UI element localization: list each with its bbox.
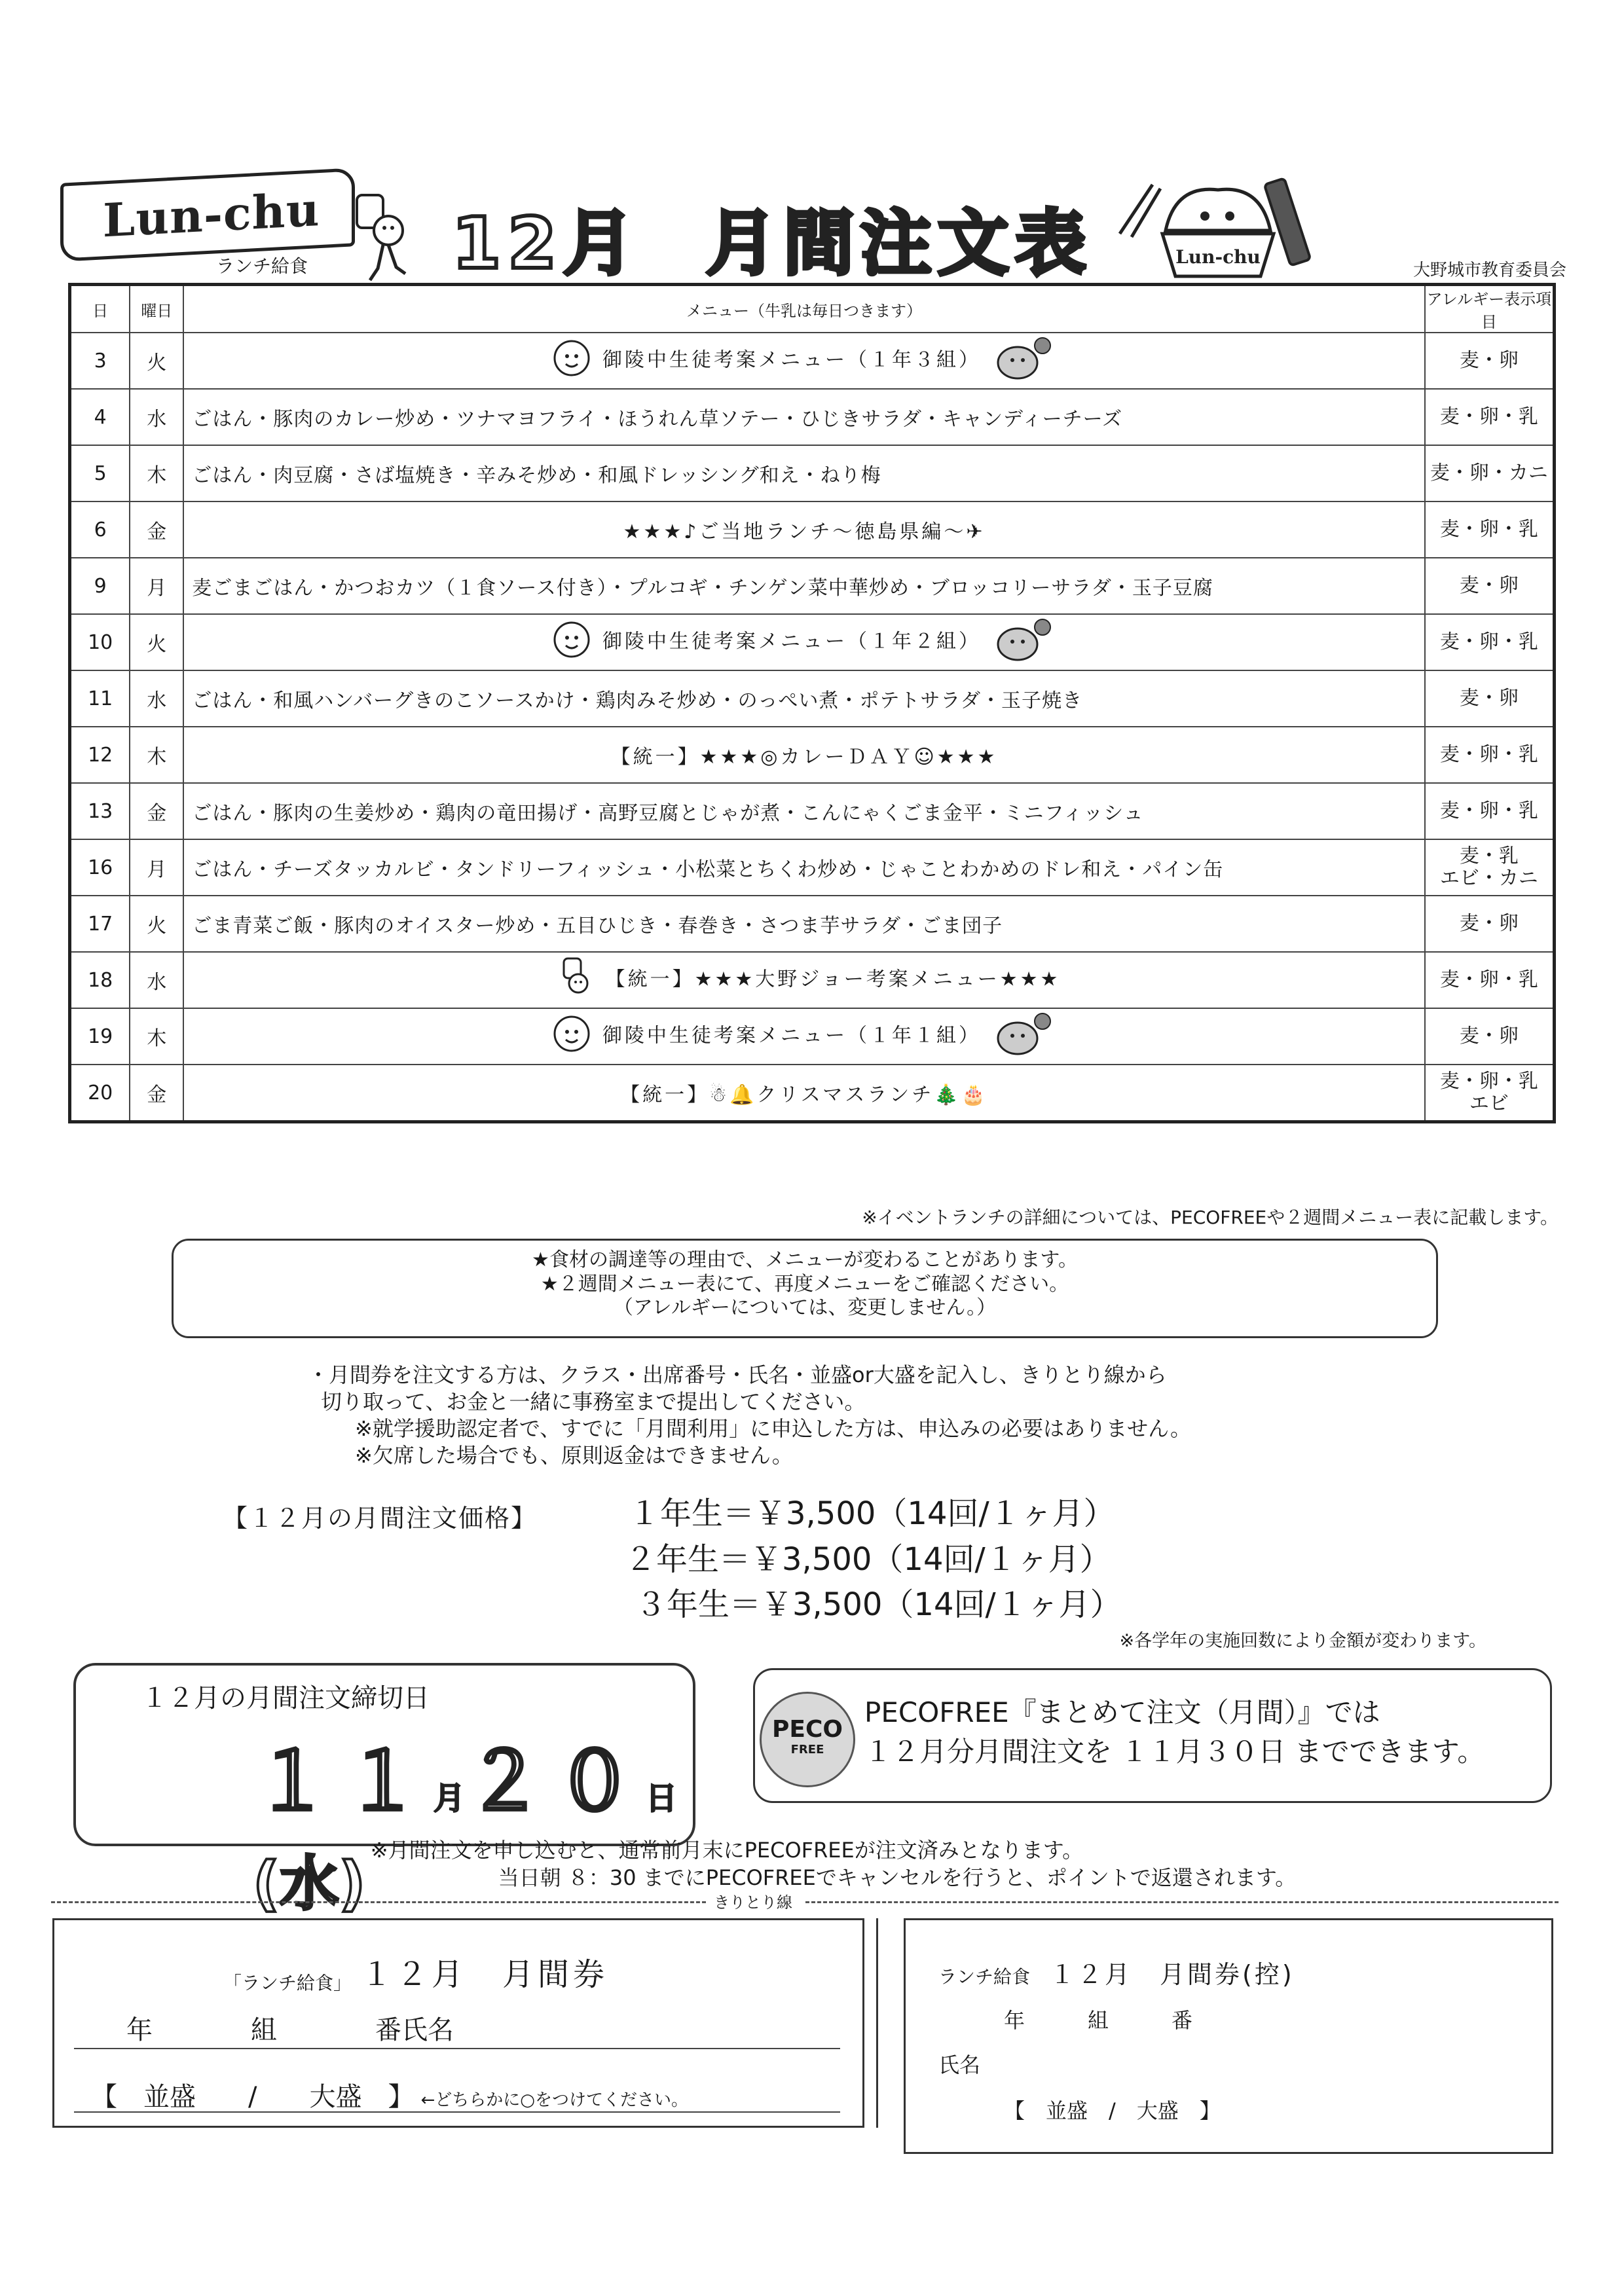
flower-mascot-icon [991, 1011, 1057, 1062]
allergy-line: 麦・卵 [1459, 686, 1519, 710]
allergy-line: エビ [1469, 1092, 1509, 1115]
ticket-copy-title [938, 1954, 1295, 1990]
row-day: 12 [70, 727, 130, 783]
price-item: ３年生＝￥3,500（14回/１ヶ月） [635, 1586, 1122, 1624]
monthly-ticket [52, 1918, 864, 2128]
row-allergy [1425, 783, 1555, 839]
mascot-running-icon [350, 190, 413, 285]
page-title [452, 187, 1158, 288]
row-allergy [1425, 501, 1555, 558]
row-menu [183, 1008, 1425, 1065]
row-allergy [1425, 333, 1555, 389]
row-day: 19 [70, 1008, 130, 1065]
menu-text: ★★★♪ご当地ランチ～徳島県編～✈ [623, 520, 986, 543]
ticket-copy-name: 氏名 [938, 2052, 981, 2077]
price-item: ２年生＝￥3,500（14回/１ヶ月） [625, 1540, 1111, 1578]
row-weekday: 金 [130, 783, 183, 839]
row-allergy [1425, 952, 1555, 1008]
allergy-line: 麦・卵・乳 [1439, 517, 1538, 541]
allergy-line: 麦・卵・乳 [1439, 799, 1538, 822]
row-weekday: 金 [130, 501, 183, 558]
notice-box [172, 1239, 1438, 1338]
row-day: 13 [70, 783, 130, 839]
cut-line [51, 1901, 706, 1903]
row-menu [183, 896, 1425, 952]
ticket-copy-prefix: ランチ給食 [938, 1966, 1031, 1988]
rice-bowl-mascot-icon [1113, 172, 1323, 289]
price-note: ※各学年の実施回数により金額が変わります。 [1119, 1631, 1486, 1651]
mascot-icon [559, 956, 595, 1004]
allergy-line: 麦・卵 [1459, 348, 1519, 372]
row-allergy [1425, 1008, 1555, 1065]
row-allergy [1425, 1065, 1555, 1122]
row-menu [183, 614, 1425, 670]
allergy-line: 麦・卵・乳 [1439, 1069, 1538, 1093]
face-icon [551, 1013, 592, 1059]
menu-text: 御陵中生徒考案メニュー（１年２組） [602, 630, 982, 653]
menu-row [70, 333, 1555, 389]
peco-badge-sub: FREE [790, 1743, 824, 1757]
deadline-box [73, 1663, 695, 1918]
label-nen: 年 [126, 2015, 153, 2045]
menu-text: ごはん・和風ハンバーグきのこソースかけ・鶏肉みそ炒め・のっぺい煮・ポテトサラダ・玉子焼き [192, 689, 1083, 712]
row-allergy [1425, 445, 1555, 501]
header-allergy: アレルギー表示項目 [1425, 285, 1555, 333]
ticket-copy-class-row: 年 組 番 [1004, 2008, 1193, 2033]
deadline-date [253, 1719, 693, 1923]
row-allergy [1425, 558, 1555, 614]
row-weekday: 火 [130, 896, 183, 952]
organization: 大野城市教育委員会 [1413, 261, 1567, 280]
row-allergy [1425, 614, 1555, 670]
menu-row [70, 952, 1555, 1008]
ticket-copy-size[interactable]: 【 並盛 / 大盛 】 [1004, 2098, 1221, 2123]
row-day: 9 [70, 558, 130, 614]
menu-row [70, 614, 1555, 670]
ticket-copy-title-text: １２月 月間券(控) [1050, 1960, 1295, 1989]
menu-text: ごま青菜ご飯・豚肉のオイスター炒め・五目ひじき・春巻き・さつま芋サラダ・ごま団子 [192, 915, 1003, 938]
pecofree-badge-icon [760, 1692, 855, 1787]
row-weekday: 火 [130, 333, 183, 389]
ticket-size-row [91, 2076, 688, 2113]
allergy-line: 麦・卵 [1459, 1024, 1519, 1048]
menu-table [68, 283, 1556, 1123]
header-dow: 曜日 [130, 285, 183, 333]
header-day: 日 [70, 285, 130, 333]
size-hint: ←どちらかに○をつけてください。 [420, 2090, 688, 2110]
allergy-line: 麦・卵・乳 [1439, 742, 1538, 766]
row-day: 11 [70, 670, 130, 727]
cut-line [805, 1901, 1559, 1903]
lun-chu-logo [60, 168, 355, 262]
flower-mascot-icon [991, 335, 1057, 386]
pecofree-note [0, 1837, 1624, 1891]
label-name: 氏名 [401, 2015, 454, 2045]
row-weekday: 水 [130, 952, 183, 1008]
row-menu [183, 727, 1425, 783]
menu-text: 【統一】★★★大野ジョー考案メニュー★★★ [605, 968, 1061, 991]
row-day: 17 [70, 896, 130, 952]
menu-text: 御陵中生徒考案メニュー（１年３組） [602, 348, 982, 372]
menu-text: 【統一】☃🔔クリスマスランチ🎄🎂 [620, 1084, 988, 1106]
row-weekday: 月 [130, 558, 183, 614]
label-ban: 番 [375, 2015, 401, 2045]
instruction-line: ※就学援助認定者で、すでに「月間利用」に申込した方は、申込みの必要はありません。 [355, 1415, 1192, 1441]
peco-badge-text: PECO [772, 1716, 843, 1743]
deadline-dow: (水) [253, 1850, 366, 1918]
ticket-class-row [126, 2009, 454, 2047]
menu-row [70, 445, 1555, 501]
row-day: 18 [70, 952, 130, 1008]
peco-note-line: ※月間注文を申し込むと、通常前月末にPECOFREEが注文済みとなります。 [370, 1838, 1084, 1863]
title-month: 12月 [452, 203, 641, 285]
peco-line: PECOFREE『まとめて注文（月間）』では [864, 1696, 1380, 1728]
row-weekday: 火 [130, 614, 183, 670]
size-choice[interactable]: 【 並盛 / 大盛 】 [91, 2082, 415, 2112]
peco-note-line: 当日朝 ８：30 までにPECOFREEでキャンセルを行うと、ポイントで返還されます。 [498, 1865, 1297, 1890]
instruction-line: 切り取って、お金と一緒に事務室まで提出してください。 [321, 1389, 866, 1414]
header-menu: メニュー（牛乳は毎日つきます） [183, 285, 1425, 333]
menu-text: 御陵中生徒考案メニュー（１年１組） [602, 1024, 982, 1048]
row-menu [183, 445, 1425, 501]
menu-row [70, 896, 1555, 952]
menu-row [70, 1008, 1555, 1065]
table-header-row [70, 285, 1555, 333]
row-menu [183, 1065, 1425, 1122]
notice-line: ★食材の調達等の理由で、メニューが変わることがあります。 [532, 1248, 1078, 1271]
allergy-line: 麦・卵・乳 [1439, 630, 1538, 653]
flower-mascot-icon [991, 617, 1057, 668]
row-weekday: 木 [130, 727, 183, 783]
menu-text: ごはん・豚肉のカレー炒め・ツナマヨフライ・ほうれん草ソテー・ひじきサラダ・キャンディーチーズ [192, 408, 1123, 431]
instruction-line: ※欠席した場合でも、原則返金はできません。 [355, 1442, 793, 1468]
notice-line: （アレルギーについては、変更しません。） [613, 1296, 997, 1320]
menu-row [70, 558, 1555, 614]
price-item: １年生＝￥3,500（14回/１ヶ月） [629, 1495, 1115, 1532]
deadline-month-unit: 月 [434, 1780, 466, 1817]
ticket-copy [904, 1918, 1553, 2154]
allergy-line: 麦・乳 [1459, 844, 1519, 867]
price-list [625, 1491, 1122, 1628]
pecofree-text [864, 1693, 1485, 1771]
allergy-line: 麦・卵 [1459, 574, 1519, 597]
allergy-line: 麦・卵・カニ [1430, 461, 1548, 484]
row-weekday: 金 [130, 1065, 183, 1122]
row-day: 4 [70, 389, 130, 445]
row-menu [183, 839, 1425, 896]
order-instructions [308, 1362, 1191, 1469]
row-menu [183, 558, 1425, 614]
menu-row [70, 783, 1555, 839]
row-menu [183, 783, 1425, 839]
row-day: 20 [70, 1065, 130, 1122]
row-menu [183, 333, 1425, 389]
row-weekday: 木 [130, 445, 183, 501]
row-weekday: 月 [130, 839, 183, 896]
ticket-prefix: 「ランチ給食」 [223, 1972, 352, 1994]
menu-row [70, 389, 1555, 445]
deadline-day-unit: 日 [646, 1780, 678, 1817]
price-label: 【１２月の月間注文価格】 [223, 1504, 538, 1533]
label-kumi: 組 [251, 2015, 277, 2045]
allergy-line: 麦・卵・乳 [1439, 968, 1538, 991]
ticket-divider [876, 1918, 878, 2128]
row-menu [183, 389, 1425, 445]
mascot-label: Lun-chu [1175, 246, 1261, 268]
menu-row [70, 1065, 1555, 1122]
peco-line: １２月分月間注文を １１月３０日 までできます。 [864, 1735, 1485, 1768]
menu-text: ごはん・肉豆腐・さば塩焼き・辛みそ炒め・和風ドレッシング和え・ねり梅 [192, 464, 881, 487]
menu-row [70, 501, 1555, 558]
allergy-line: エビ・カニ [1439, 867, 1538, 890]
face-icon [551, 619, 592, 665]
cut-label: きりとり線 [714, 1893, 792, 1912]
row-day: 10 [70, 614, 130, 670]
row-allergy [1425, 670, 1555, 727]
row-menu [183, 952, 1425, 1008]
row-day: 16 [70, 839, 130, 896]
face-icon [551, 338, 592, 384]
notice-line: ★２週間メニュー表にて、再度メニューをご確認ください。 [540, 1272, 1069, 1296]
ticket-title [223, 1949, 608, 1995]
row-weekday: 木 [130, 1008, 183, 1065]
instruction-line: ・月間券を注文する方は、クラス・出席番号・氏名・並盛or大盛を記入し、きりとり線から [308, 1362, 1167, 1387]
logo-text: Lun-chu [103, 182, 320, 248]
row-day: 5 [70, 445, 130, 501]
allergy-line: 麦・卵 [1459, 911, 1519, 935]
title-main: 月間注文表 [706, 203, 1093, 285]
deadline-month: １１ [253, 1737, 434, 1828]
row-weekday: 水 [130, 670, 183, 727]
note-events: ※イベントランチの詳細については、PECOFREEや２週間メニュー表に記載します。 [862, 1207, 1559, 1228]
row-allergy [1425, 896, 1555, 952]
deadline-label: １２月の月間注文締切日 [141, 1683, 430, 1713]
menu-text: 【統一】★★★◎カレーＤＡＹ☺★★★ [610, 746, 998, 769]
deadline-day: ２０ [465, 1737, 646, 1828]
row-menu [183, 501, 1425, 558]
row-day: 3 [70, 333, 130, 389]
logo-subtitle: ランチ給食 [216, 255, 308, 277]
row-allergy [1425, 389, 1555, 445]
menu-row [70, 670, 1555, 727]
row-allergy [1425, 727, 1555, 783]
row-menu [183, 670, 1425, 727]
ticket-title-text: １２月 月間券 [361, 1956, 609, 1993]
menu-text: ごはん・チーズタッカルビ・タンドリーフィッシュ・小松菜とちくわ炒め・じゃことわかめのドレ和え・パイン缶 [192, 858, 1224, 881]
row-day: 6 [70, 501, 130, 558]
row-allergy [1425, 839, 1555, 896]
menu-text: ごはん・豚肉の生姜炒め・鶏肉の竜田揚げ・高野豆腐とじゃが煮・こんにゃくごま金平・ミニフィッシュ [192, 802, 1144, 825]
divider [74, 2048, 840, 2049]
menu-text: 麦ごまごはん・かつおカツ（１食ソース付き）・プルコギ・チンゲン菜中華炒め・ブロッコリーサラダ・玉子豆腐 [192, 577, 1213, 600]
row-weekday: 水 [130, 389, 183, 445]
menu-row [70, 727, 1555, 783]
divider [74, 2111, 840, 2113]
allergy-line: 麦・卵・乳 [1439, 405, 1538, 428]
menu-row [70, 839, 1555, 896]
